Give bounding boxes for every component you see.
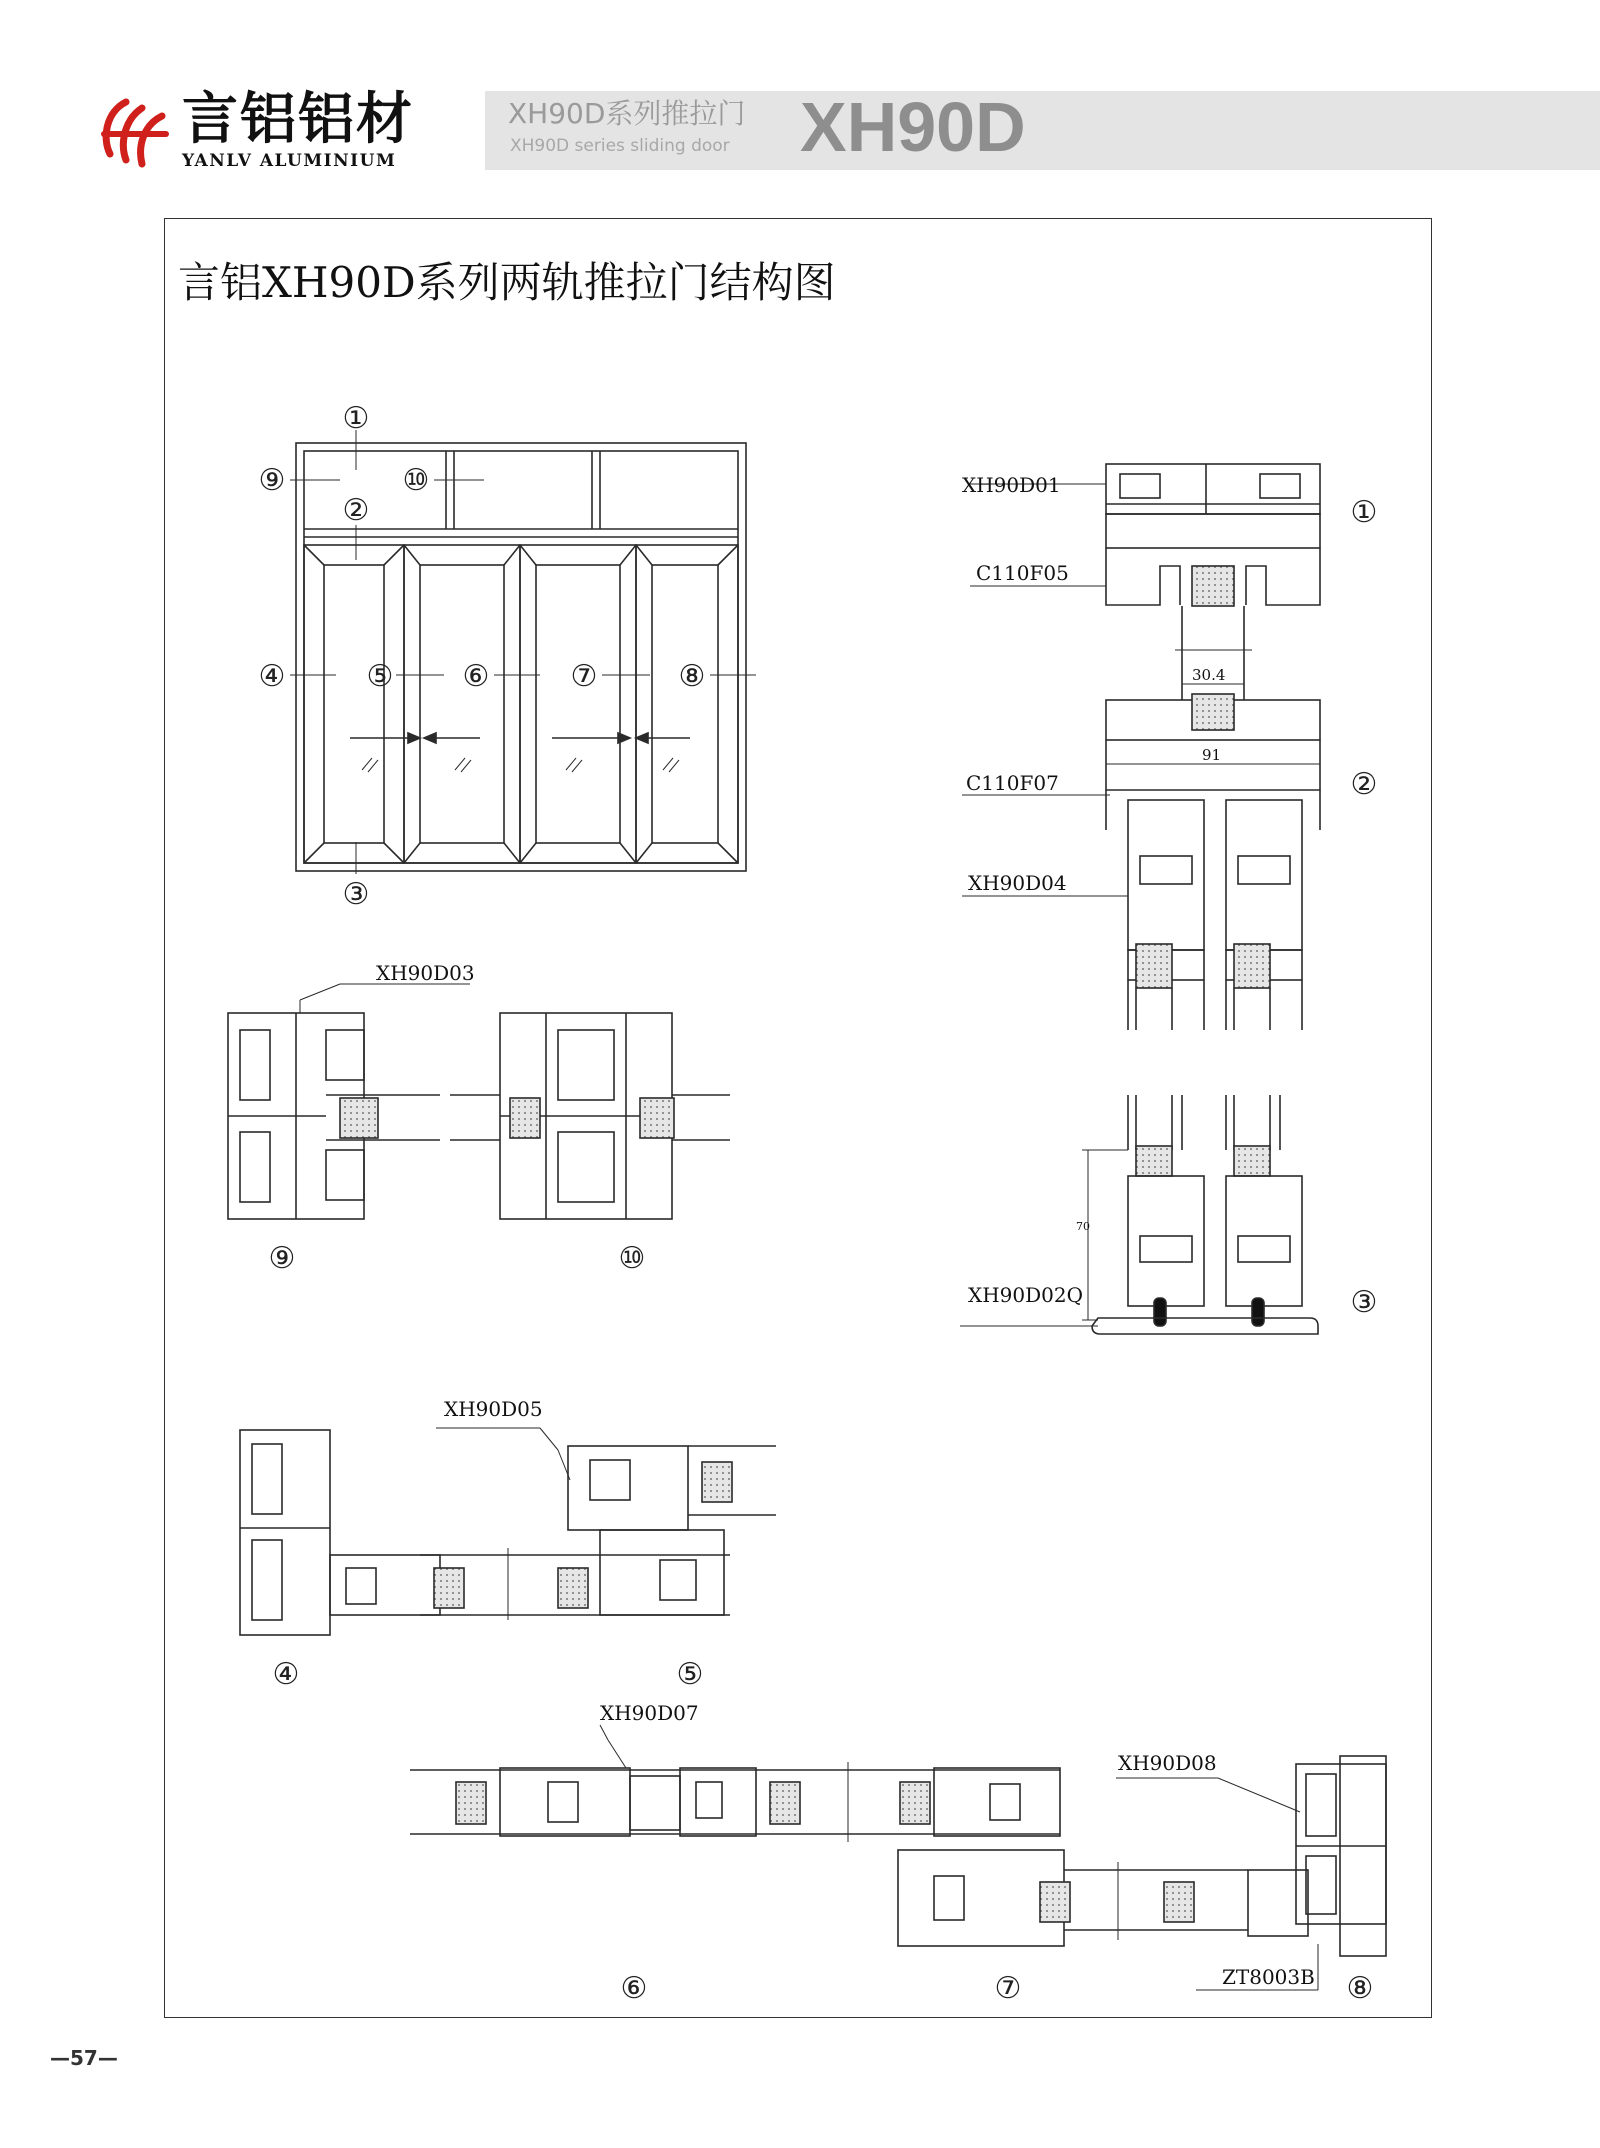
dimension-gap: 30.4 — [1192, 666, 1226, 684]
callout-section-1: ① — [1350, 495, 1378, 530]
page-number: —57— — [50, 2046, 118, 2070]
callout-9: ⑨ — [258, 463, 286, 498]
model-code: XH90D — [800, 88, 1026, 166]
brand-name-cn: 言铝铝材 — [182, 87, 414, 152]
part-label-xh90d04: XH90D04 — [968, 871, 1067, 895]
callout-section-9: ⑨ — [268, 1241, 296, 1276]
part-label-c110f05: C110F05 — [976, 561, 1069, 585]
callout-section-10: ⑩ — [618, 1241, 646, 1276]
part-label-xh90d05: XH90D05 — [444, 1397, 543, 1421]
section-4-5 — [240, 1428, 776, 1635]
callout-section-4: ④ — [272, 1657, 300, 1692]
dimension-width: 91 — [1202, 746, 1222, 764]
part-label-xh90d08: XH90D08 — [1118, 1751, 1217, 1775]
part-label-xh90d02q: XH90D02Q — [968, 1283, 1084, 1307]
callout-section-3: ③ — [1350, 1285, 1378, 1320]
part-label-xh90d01: XH90D01 — [962, 473, 1061, 497]
part-label-xh90d07: XH90D07 — [600, 1701, 699, 1725]
dimension-height: 70 — [1076, 1220, 1090, 1233]
callout-8: ⑧ — [678, 659, 706, 694]
vertical-section — [960, 464, 1320, 1334]
callout-4: ④ — [258, 659, 286, 694]
part-label-zt8003b: ZT8003B — [1222, 1965, 1315, 1989]
callout-7: ⑦ — [570, 659, 598, 694]
callout-2: ② — [342, 493, 370, 528]
diagram-title: 言铝XH90D系列两轨推拉门结构图 — [178, 258, 836, 307]
callout-section-7: ⑦ — [994, 1971, 1022, 2006]
callout-1: ① — [342, 401, 370, 436]
section-9-10 — [228, 984, 730, 1219]
callout-section-6: ⑥ — [620, 1971, 648, 2006]
callout-5: ⑤ — [366, 659, 394, 694]
brand-name-en: YANLV ALUMINIUM — [182, 151, 397, 171]
callout-section-2: ② — [1350, 767, 1378, 802]
callout-3: ③ — [342, 877, 370, 912]
section-6-7-8 — [410, 1725, 1386, 1990]
part-label-c110f07: C110F07 — [966, 771, 1059, 795]
callout-section-5: ⑤ — [676, 1657, 704, 1692]
callout-section-8: ⑧ — [1346, 1971, 1374, 2006]
series-name-cn: XH90D系列推拉门 — [508, 97, 746, 130]
callout-10: ⑩ — [402, 463, 430, 498]
series-name-en: XH90D series sliding door — [510, 136, 730, 156]
part-label-xh90d03: XH90D03 — [376, 961, 475, 985]
callout-6: ⑥ — [462, 659, 490, 694]
